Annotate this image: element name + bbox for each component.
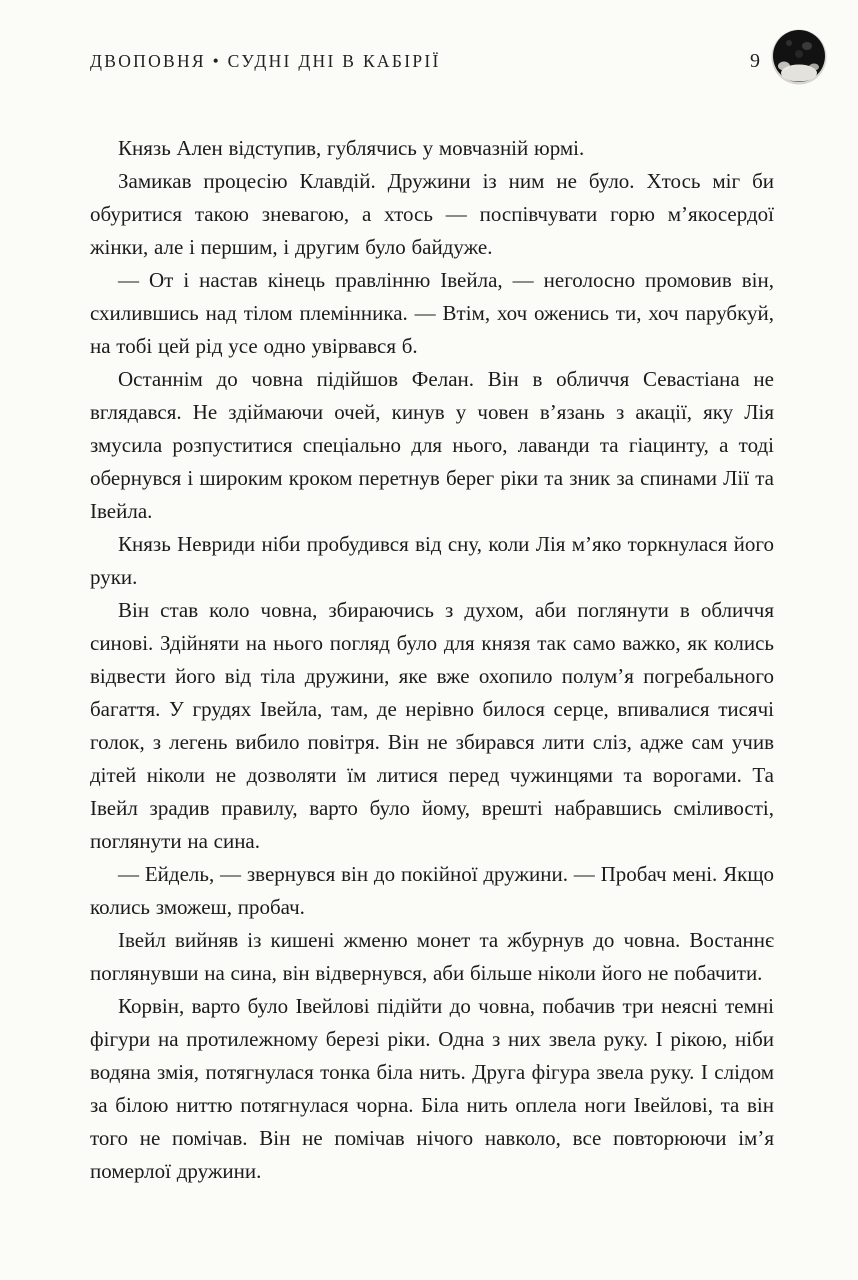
page-number: 9 bbox=[750, 50, 760, 72]
paragraph: Він став коло човна, збираючись з духом, аби поглянути в обличчя синові. Здійняти на нього погляд було для князя так само важко, як колись відвести його від тіла дружини, яке вже охопило полум’я погребального багаття. У грудях Івейла, там, де нерівно билося серце, впивалися тисячі голок, з легень вибило повітря. Він не збирався лити сліз, адже сам учив дітей ніколи не дозволяти їм литися перед чужинцями та ворогами. Та Івейл зрадив правилу, варто було йому, врешті набравшись сміливості, поглянути на сина. bbox=[90, 598, 774, 853]
paragraph: Князь Невриди ніби пробудився від сну, коли Лія м’яко торкнулася його руки. bbox=[90, 532, 774, 589]
running-title: ДВОПОВНЯ • СУДНІ ДНІ В КАБІРІЇ bbox=[90, 51, 441, 71]
paragraph: Замикав процесію Клавдій. Дружини із ним не було. Хтось міг би обуритися такою зневагою, а хтось — поспівчувати горю м’якосердої жінки, але і першим, і другим було байдуже. bbox=[90, 169, 774, 259]
moon-icon bbox=[770, 28, 828, 86]
paragraph: — Ейдель, — звернувся він до покійної дружини. — Пробач мені. Якщо колись зможеш, пробач. bbox=[90, 862, 774, 919]
paragraph: Князь Ален відступив, гублячись у мовчазній юрмі. bbox=[118, 136, 585, 160]
page-header bbox=[90, 50, 774, 90]
paragraph: Корвін, варто було Івейлові підійти до човна, побачив три неясні темні фігури на протилежному березі ріки. Одна з них звела руку. І рікою, ніби водяна змія, потягнулася тонка біла нить. Друга фігура звела руку. І слідом за білою ниттю потягнулася чорна. Біла нить оплела ноги Івейлові, та він того не помічав. Він не помічав нічого навколо, все повторюючи ім’я померлої дружини. bbox=[90, 994, 774, 1183]
paragraph: Івейл вийняв із кишені жменю монет та жбурнув до човна. Востаннє поглянувши на сина, він відвернувся, аби більше ніколи його не побачити. bbox=[90, 928, 774, 985]
paragraph: — От і настав кінець правлінню Івейла, — неголосно промовив він, схилившись над тілом племінника. — Втім, хоч оженись ти, хоч парубкуй, на тобі цей рід усе одно увірвався б. bbox=[90, 268, 774, 358]
paragraph: Останнім до човна підійшов Фелан. Він в обличчя Севастіана не вглядався. Не здіймаючи очей, кинув у човен в’язань з акації, яку Лія змусила розпуститися спеціально для нього, лаванди та гіацинту, а тоді обернувся і широким кроком перетнув берег ріки та зник за спинами Лії та Івейла. bbox=[90, 367, 774, 523]
body-text bbox=[90, 132, 774, 1188]
